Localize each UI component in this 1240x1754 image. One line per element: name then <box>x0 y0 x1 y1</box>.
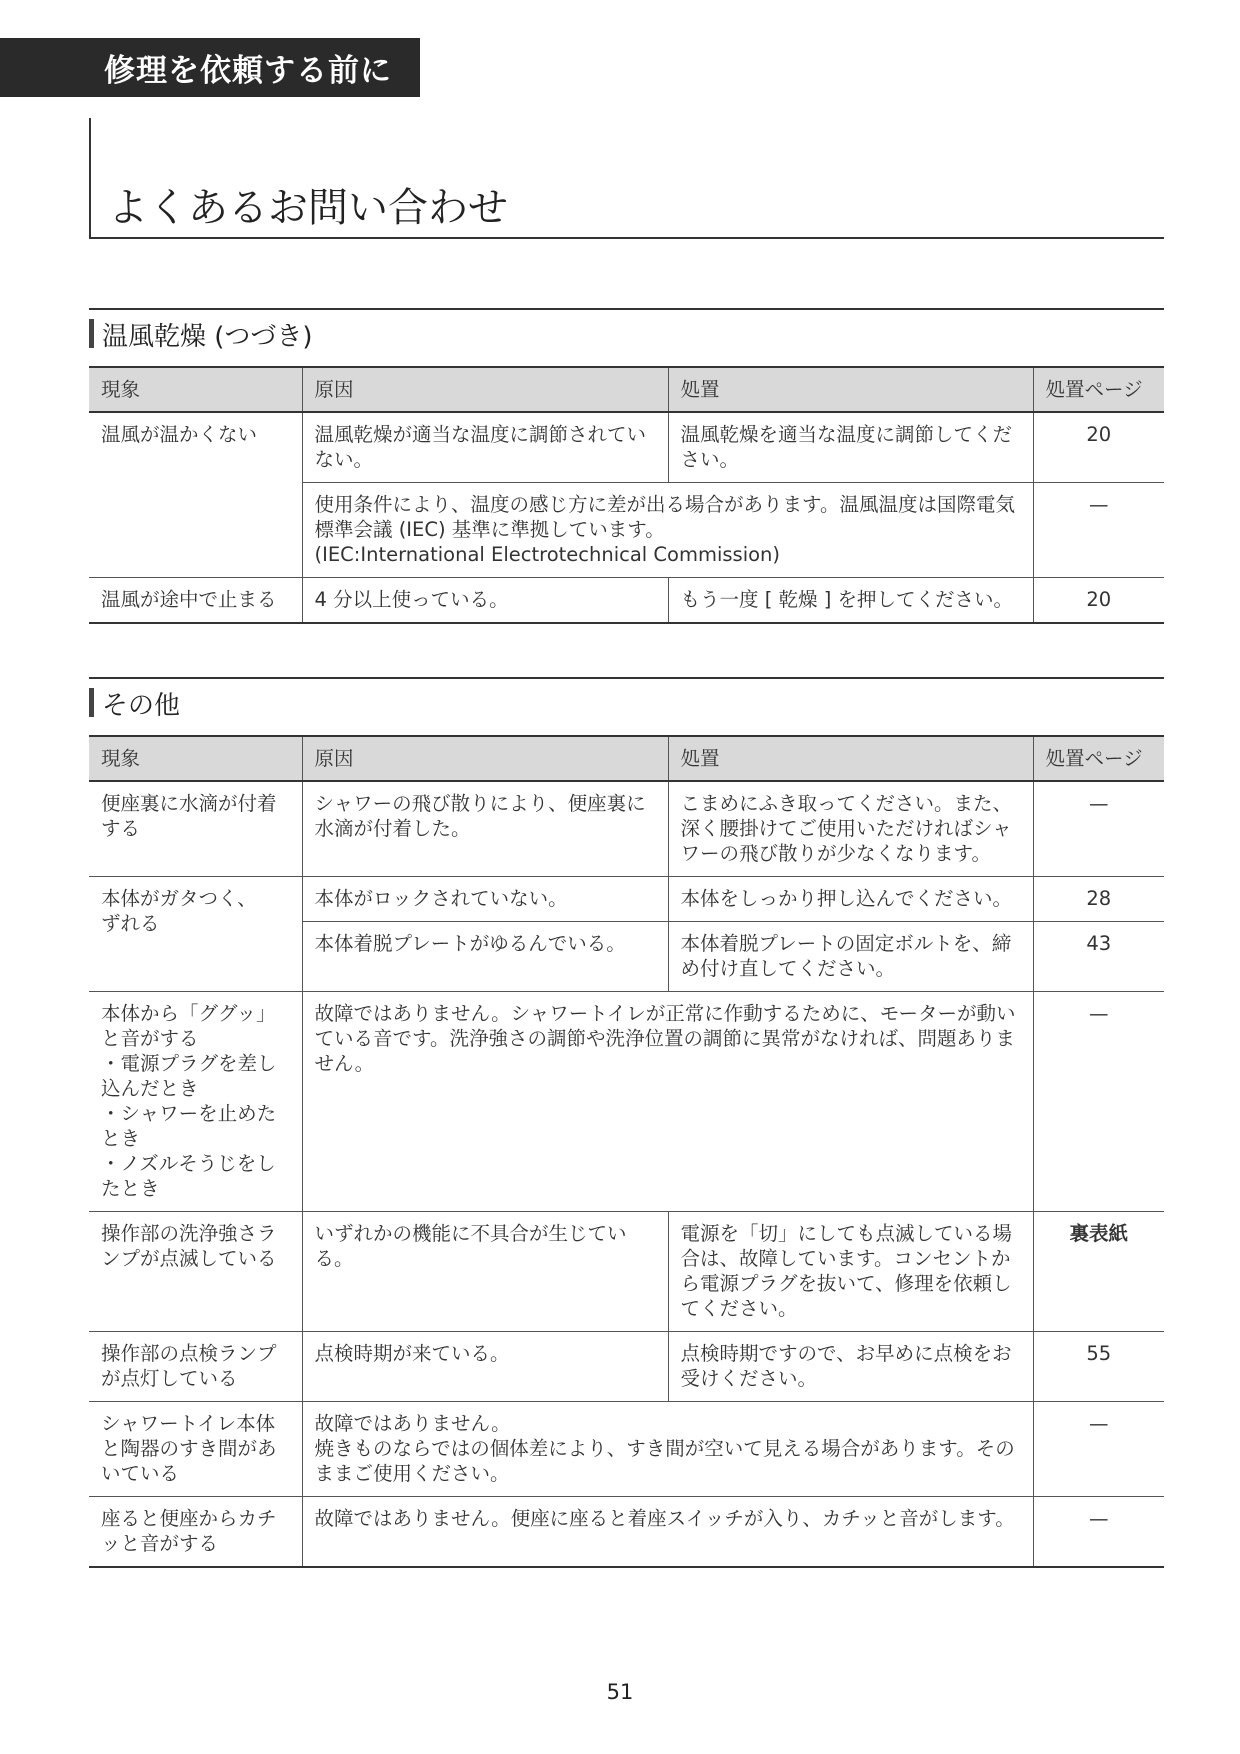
section-title: その他 <box>102 691 181 721</box>
merged-explanation-cell: 使用条件により、温度の感じ方に差が出る場合があります。温風温度は国際電気標準会議 (IEC) 基準に準拠しています。 (IEC:International Electrotechnical Commission) <box>302 483 1033 578</box>
table-row <box>89 1497 1164 1568</box>
merged-explanation-cell: 故障ではありません。便座に座ると着座スイッチが入り、カチッと音がします。 <box>302 1497 1033 1568</box>
page-ref-cell: 20 <box>1033 412 1164 483</box>
column-header-remedy: 処置 <box>668 367 1033 412</box>
column-header-page: 処置ページ <box>1033 736 1164 781</box>
merged-explanation-cell: 故障ではありません。シャワートイレが正常に作動するために、モーターが動いている音です。洗浄強さの調節や洗浄位置の調節に異常がなければ、問題ありません。 <box>302 992 1033 1212</box>
remedy-cell: 点検時期ですので、お早めに点検をお受けください。 <box>668 1332 1033 1402</box>
cause-cell: 本体着脱プレートがゆるんでいる。 <box>302 922 668 992</box>
page-ref-cell: 55 <box>1033 1332 1164 1402</box>
column-header-cause: 原因 <box>302 736 668 781</box>
cause-cell: 4 分以上使っている。 <box>302 578 668 624</box>
section-title: 温風乾燥 (つづき) <box>102 322 313 352</box>
page-ref-cell: — <box>1033 483 1164 578</box>
table-row <box>89 1332 1164 1402</box>
column-header-remedy: 処置 <box>668 736 1033 781</box>
remedy-cell: 本体着脱プレートの固定ボルトを、締め付け直してください。 <box>668 922 1033 992</box>
page-ref-cell: 28 <box>1033 877 1164 922</box>
page-ref-cell: — <box>1033 992 1164 1212</box>
merged-explanation-cell: 故障ではありません。 焼きものならではの個体差により、すき間が空いて見える場合があります。そのままご使用ください。 <box>302 1402 1033 1497</box>
cause-cell: シャワーの飛び散りにより、便座裏に水滴が付着した。 <box>302 781 668 877</box>
symptom-cell: 温風が途中で止まる <box>89 578 302 624</box>
chapter-header-band <box>0 38 420 97</box>
faq-table-other <box>89 735 1164 1568</box>
page-number: 51 <box>606 1680 634 1704</box>
chapter-title: 修理を依頼する前に <box>104 53 392 89</box>
column-header-symptom: 現象 <box>89 367 302 412</box>
remedy-cell: こまめにふき取ってください。また、深く腰掛けてご使用いただければシャワーの飛び散りが少なくなります。 <box>668 781 1033 877</box>
table-row <box>89 1402 1164 1497</box>
table-row <box>89 992 1164 1212</box>
symptom-cell: 温風が温かくない <box>89 412 302 578</box>
page-ref-cell: — <box>1033 781 1164 877</box>
table-row <box>89 1212 1164 1332</box>
table-row <box>89 578 1164 624</box>
table-row <box>89 781 1164 877</box>
remedy-cell: 電源を「切」にしても点滅している場合は、故障しています。コンセントから電源プラグを抜いて、修理を依頼してください。 <box>668 1212 1033 1332</box>
page-title: よくあるお問い合わせ <box>108 185 508 231</box>
table-row <box>89 877 1164 922</box>
section-marker <box>89 319 94 348</box>
faq-table-warm-air-drying <box>89 366 1164 624</box>
remedy-cell: もう一度 [ 乾燥 ] を押してください。 <box>668 578 1033 624</box>
table-row <box>89 412 1164 483</box>
column-header-cause: 原因 <box>302 367 668 412</box>
symptom-cell: シャワートイレ本体と陶器のすき間があいている <box>89 1402 302 1497</box>
page-ref-cell: 20 <box>1033 578 1164 624</box>
column-header-page: 処置ページ <box>1033 367 1164 412</box>
section-marker <box>89 688 94 717</box>
cause-cell: 点検時期が来ている。 <box>302 1332 668 1402</box>
cause-cell: いずれかの機能に不具合が生じている。 <box>302 1212 668 1332</box>
page-ref-cell: — <box>1033 1402 1164 1497</box>
page-ref-cell: — <box>1033 1497 1164 1568</box>
cause-cell: 温風乾燥が適当な温度に調節されていない。 <box>302 412 668 483</box>
column-header-symptom: 現象 <box>89 736 302 781</box>
remedy-cell: 温風乾燥を適当な温度に調節してください。 <box>668 412 1033 483</box>
symptom-cell: 便座裏に水滴が付着する <box>89 781 302 877</box>
table-header-row <box>89 736 1164 781</box>
symptom-cell: 座ると便座からカチッと音がする <box>89 1497 302 1568</box>
symptom-cell: 操作部の洗浄強さランプが点滅している <box>89 1212 302 1332</box>
section-heading-other <box>89 677 1164 721</box>
symptom-cell: 本体がガタつく、 ずれる <box>89 877 302 992</box>
cause-cell: 本体がロックされていない。 <box>302 877 668 922</box>
page-ref-cell: 裏表紙 <box>1033 1212 1164 1332</box>
page-title-block <box>89 118 1164 239</box>
symptom-cell: 操作部の点検ランプが点灯している <box>89 1332 302 1402</box>
section-heading-warm-air-drying <box>89 308 1164 352</box>
table-header-row <box>89 367 1164 412</box>
remedy-cell: 本体をしっかり押し込んでください。 <box>668 877 1033 922</box>
page-ref-cell: 43 <box>1033 922 1164 992</box>
symptom-cell: 本体から「ググッ」と音がする ・電源プラグを差し込んだとき ・シャワーを止めたとき ・ノズルそうじをしたとき <box>89 992 302 1212</box>
